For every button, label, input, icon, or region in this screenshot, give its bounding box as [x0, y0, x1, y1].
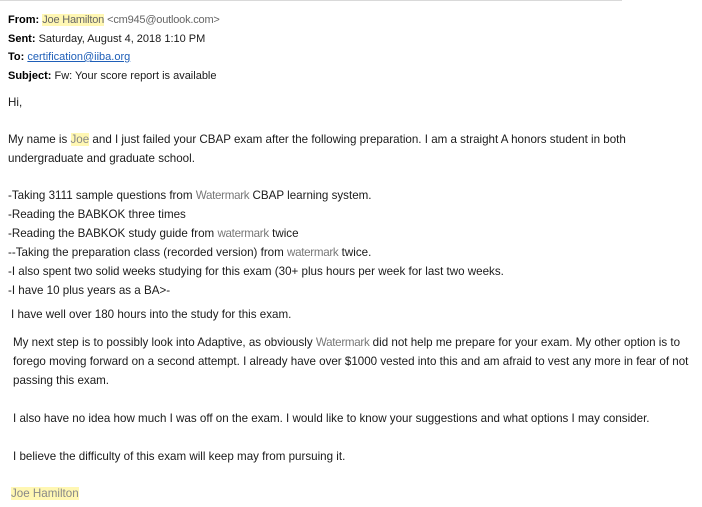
hours-paragraph [11, 305, 702, 324]
sent-value: Saturday, August 4, 2018 1:10 PM [38, 32, 206, 45]
difficulty-text: I believe the difficulty of this exam will keep may from pursuing it. [13, 450, 346, 463]
next-step-paragraph [13, 333, 702, 390]
intro-name: Joe [70, 133, 90, 146]
intro-paragraph [8, 130, 702, 168]
intro-line-1 [8, 130, 702, 149]
intro-text-a: My name is [8, 133, 71, 146]
prep-item-1-b: CBAP learning system. [249, 189, 372, 202]
next-line-2: forego moving forward on a second attempt. I already have over $1000 vested into this and am afraid to vest any more in fear of not [13, 355, 689, 368]
sent-row [8, 30, 220, 49]
next-line-1-b: did not help me prepare for your exam. My other option is to [369, 336, 681, 349]
to-label: To: [8, 51, 25, 63]
subject-label: Subject: [8, 69, 52, 82]
to-address-link[interactable]: certification@iiba.org [27, 51, 131, 63]
prep-item-4 [8, 243, 702, 262]
next-line-1 [13, 333, 702, 352]
from-row [8, 11, 220, 30]
intro-line-2: undergraduate and graduate school. [8, 152, 195, 165]
signature [11, 485, 79, 503]
next-line-1-watermark: Watermark [315, 336, 370, 349]
next-line-3: passing this exam. [13, 374, 110, 387]
prep-item-4-b: twice. [338, 246, 372, 259]
difficulty-paragraph [13, 447, 702, 466]
prep-item-4-a: --Taking the preparation class (recorded version) from [8, 246, 288, 259]
greeting-text: Hi, [8, 96, 23, 109]
prep-item-5: -I also spent two solid weeks studying for this exam (30+ plus hours per week for last two weeks. [8, 265, 504, 278]
prep-item-1 [8, 186, 702, 205]
prep-item-1-a: -Taking 3111 sample questions from [8, 189, 196, 202]
from-name: Joe Hamilton [42, 14, 105, 26]
prep-item-3-watermark: watermark [217, 227, 269, 240]
sent-label: Sent: [8, 32, 36, 45]
idea-text: I also have no idea how much I was off on the exam. I would like to know your suggestions and what options I may consider. [13, 412, 650, 425]
greeting [8, 93, 702, 112]
subject-row [8, 67, 220, 86]
prep-item-3 [8, 224, 702, 243]
next-line-1-a: My next step is to possibly look into Adaptive, as obviously [13, 336, 316, 349]
prep-item-6: -I have 10 plus years as a BA>- [8, 284, 171, 297]
idea-paragraph [13, 409, 702, 428]
intro-text-b: and I just failed your CBAP exam after the following preparation. I am a straight A honors student in both [89, 133, 626, 146]
prep-item-2: -Reading the BABKOK three times [8, 208, 186, 221]
prep-item-3-b: twice [268, 227, 299, 240]
header-separator [0, 0, 622, 1]
to-row [8, 48, 220, 67]
prep-item-1-watermark: Watermark [195, 189, 250, 202]
subject-value: Fw: Your score report is available [54, 69, 217, 82]
prep-item-3-a: -Reading the BABKOK study guide from [8, 227, 218, 240]
from-address: <cm945@outlook.com> [107, 14, 220, 26]
hours-text: I have well over 180 hours into the study for this exam. [11, 308, 292, 321]
from-label: From: [8, 14, 40, 26]
prep-item-4-watermark: watermark [287, 246, 339, 259]
email-header [8, 11, 220, 85]
prep-list [8, 186, 702, 300]
signature-name: Joe Hamilton [11, 487, 79, 500]
